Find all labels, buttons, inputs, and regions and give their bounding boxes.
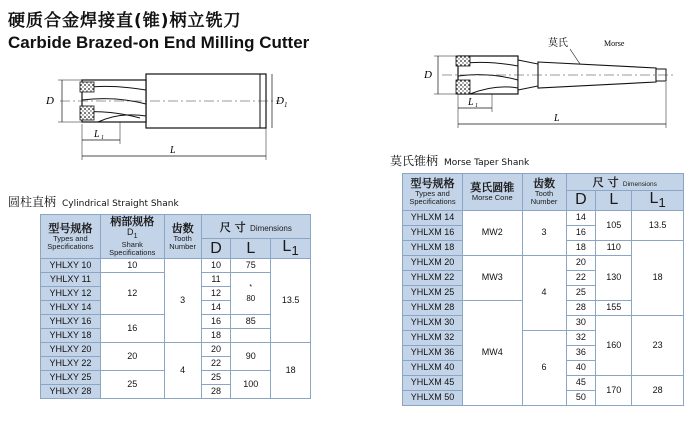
morse-header-cone: 莫氏圆锥 Morse Cone xyxy=(462,174,522,211)
table-cell: 28 xyxy=(632,375,684,405)
morse-dim-D-label: D xyxy=(424,69,432,81)
table-cell: 22 xyxy=(201,357,231,371)
table-cell: 14 xyxy=(566,210,596,225)
table-cell: 30 xyxy=(566,315,596,330)
table-cell: 40 xyxy=(566,360,596,375)
header-tooth: 齿数 Tooth Number xyxy=(164,215,201,259)
table-row-model: YHLXM 32 xyxy=(403,330,463,345)
table-cell: 3 xyxy=(164,259,201,343)
table-cell: 11 xyxy=(201,273,231,287)
table-cell: 28 xyxy=(201,385,231,399)
header-shank: 柄部规格 $D_1$ Shank Specifications xyxy=(100,215,164,259)
table-row-model: YHLXM 28 xyxy=(403,300,463,315)
table-cell: 4 xyxy=(522,255,566,330)
table-cell: 28 xyxy=(566,300,596,315)
dim-D1-label: D xyxy=(276,95,284,107)
table-cell: * 80 xyxy=(231,273,271,315)
table-row-model: YHLXM 25 xyxy=(403,285,463,300)
table-cell: 22 xyxy=(566,270,596,285)
page-title-cn: 硬质合金焊接直(锥)柄立铣刀 xyxy=(8,11,242,31)
table-cell: 4 xyxy=(164,343,201,399)
table-cell: 50 xyxy=(566,390,596,405)
table-cell: 18 xyxy=(271,343,311,399)
header-col-L1: $L_1$ xyxy=(271,239,311,259)
header-col-D: D xyxy=(201,239,231,259)
table-cell: 16 xyxy=(566,225,596,240)
table-cell: 100 xyxy=(231,371,271,399)
morse-label-cn: 莫氏 xyxy=(548,38,568,49)
table-cell: 160 xyxy=(596,315,632,375)
table-cell: 25 xyxy=(100,371,164,399)
table-cell: 6 xyxy=(522,330,566,405)
table-cell: 20 xyxy=(201,343,231,357)
table-row-model: YHLXM 20 xyxy=(403,255,463,270)
table-row-model: YHLXM 30 xyxy=(403,315,463,330)
table-row-model: YHLXY 14 xyxy=(41,301,101,315)
morse-label-en: Morse Taper Shank xyxy=(444,158,530,168)
morse-dim-L-label: L xyxy=(554,113,560,124)
table-cell: 10 xyxy=(201,259,231,273)
straight-shank-table xyxy=(40,214,311,399)
table-row-model: YHLXM 50 xyxy=(403,390,463,405)
morse-header-model: 型号规格 Types and Specifications xyxy=(403,174,463,211)
table-cell: 16 xyxy=(100,315,164,343)
morse-label-en: Morse xyxy=(604,39,625,48)
table-cell: 130 xyxy=(596,255,632,300)
table-row-model: YHLXY 22 xyxy=(41,357,101,371)
morse-dim-L1-sub: 1 xyxy=(475,103,478,109)
table-cell: 18 xyxy=(566,240,596,255)
table-cell: 10 xyxy=(100,259,164,273)
table-row-model: YHLXY 12 xyxy=(41,287,101,301)
table-row-model: YHLXM 22 xyxy=(403,270,463,285)
dim-D-label: D xyxy=(46,95,54,107)
table-row-model: YHLXM 16 xyxy=(403,225,463,240)
morse-shank-drawing xyxy=(420,36,685,136)
table-cell: 90 xyxy=(231,343,271,371)
table-cell: MW3 xyxy=(462,255,522,300)
table-row-model: YHLXM 45 xyxy=(403,375,463,390)
table-cell: 25 xyxy=(201,371,231,385)
table-row-model: YHLXM 40 xyxy=(403,360,463,375)
morse-dim-L1-label: L xyxy=(468,97,474,108)
table-cell: 25 xyxy=(566,285,596,300)
table-row-model: YHLXY 25 xyxy=(41,371,101,385)
straight-shank-drawing xyxy=(40,60,288,170)
straight-section-label xyxy=(8,193,179,210)
table-cell: 45 xyxy=(566,375,596,390)
straight-label-en: Cylindrical Straight Shank xyxy=(62,199,179,209)
page-title-en: Carbide Brazed-on End Milling Cutter xyxy=(8,33,310,52)
table-cell: 20 xyxy=(566,255,596,270)
table-cell: 105 xyxy=(596,210,632,240)
morse-header-col-D: D xyxy=(566,191,596,211)
table-cell: 85 xyxy=(231,315,271,329)
header-col-L: L xyxy=(231,239,271,259)
table-row-model: YHLXM 36 xyxy=(403,345,463,360)
morse-header-col-L: L xyxy=(596,191,632,211)
table-cell: 18 xyxy=(201,329,231,343)
straight-label-cn: 圆柱直柄 xyxy=(8,195,57,209)
table-cell: 14 xyxy=(201,301,231,315)
table-cell: 12 xyxy=(100,273,164,315)
morse-header-col-L1: $L_1$ xyxy=(632,191,684,211)
table-cell: 23 xyxy=(632,315,684,375)
table-cell xyxy=(231,329,271,343)
table-row-model: YHLXY 28 xyxy=(41,385,101,399)
table-cell: 110 xyxy=(596,240,632,255)
table-row-model: YHLXM 14 xyxy=(403,210,463,225)
dim-L1-sub: 1 xyxy=(101,135,104,141)
morse-label-cn: 莫氏锥柄 xyxy=(390,154,439,168)
table-cell: MW4 xyxy=(462,300,522,405)
table-cell: 18 xyxy=(632,240,684,315)
header-dimensions: 尺 寸 Dimensions xyxy=(201,215,310,239)
table-row-model: YHLXM 18 xyxy=(403,240,463,255)
table-cell: 13.5 xyxy=(271,259,311,343)
table-cell: 170 xyxy=(596,375,632,405)
morse-section-label xyxy=(390,152,529,169)
dim-D1-sub: 1 xyxy=(284,101,288,109)
table-cell: 32 xyxy=(566,330,596,345)
table-cell: MW2 xyxy=(462,210,522,255)
table-row-model: YHLXY 18 xyxy=(41,329,101,343)
straight-table-body xyxy=(41,259,311,399)
morse-header-dimensions: 尺 寸 Dimensions xyxy=(566,174,684,191)
dim-L1-label: L xyxy=(94,129,100,140)
table-row-model: YHLXY 11 xyxy=(41,273,101,287)
morse-table-body xyxy=(403,210,684,405)
table-row-model: YHLXY 20 xyxy=(41,343,101,357)
table-row-model: YHLXY 10 xyxy=(41,259,101,273)
morse-shank-table xyxy=(402,173,684,406)
table-cell: 3 xyxy=(522,210,566,255)
table-cell: 12 xyxy=(201,287,231,301)
morse-header-tooth: 齿数 Tooth Number xyxy=(522,174,566,211)
table-row-model: YHLXY 16 xyxy=(41,315,101,329)
table-cell: 16 xyxy=(201,315,231,329)
table-cell: 75 xyxy=(231,259,271,273)
table-cell: 13.5 xyxy=(632,210,684,240)
header-model: 型号规格 Types and Specifications xyxy=(41,215,101,259)
table-cell: 36 xyxy=(566,345,596,360)
dim-L-label: L xyxy=(170,145,176,156)
table-cell: 155 xyxy=(596,300,632,315)
table-cell: 20 xyxy=(100,343,164,371)
